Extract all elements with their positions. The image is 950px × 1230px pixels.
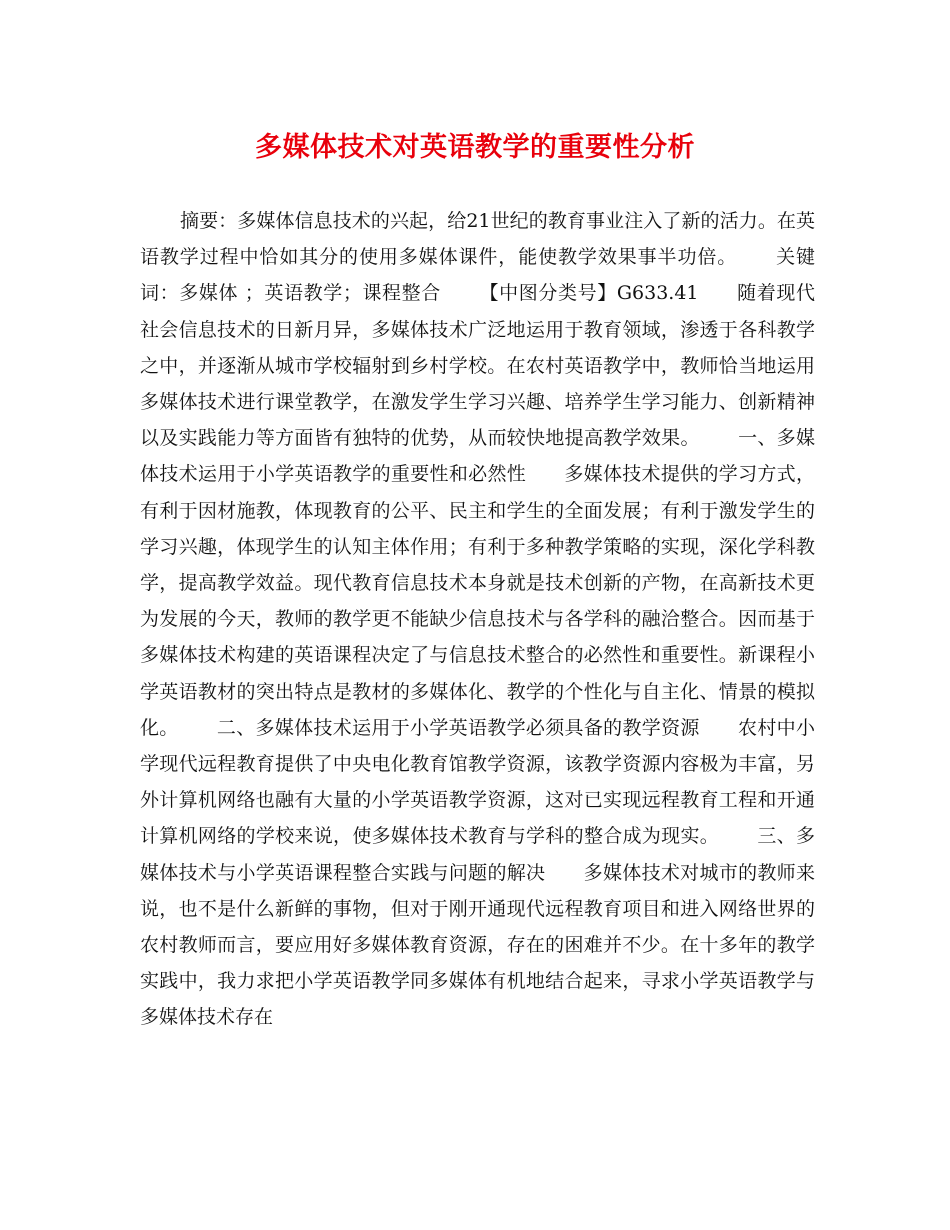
- classification-number: 【中图分类号】G633.41: [478, 282, 699, 305]
- document-title: 多媒体技术对英语教学的重要性分析: [255, 132, 695, 163]
- document-body: [140, 203, 815, 1036]
- section-paragraph-3: 多媒体技术对城市的教师来说，也不是什么新鲜的事物，但对于刚开通现代远程教育项目和进入网络世界的农村教师而言，要应用好多媒体教育资源，存在的困难并不少。在十多年的教学实践中，我力求把小学英语教学同多媒体有机地结合起来，寻求小学英语教学与多媒体技术存在: [140, 861, 815, 1029]
- section-heading-1: 一、多媒体技术运用于小学英语教学的重要性和必然性: [140, 427, 815, 486]
- section-paragraph-2: 农村中小学现代远程教育提供了中央电化教育馆教学资源，该教学资源内容极为丰富，另外计算机网络也融有大量的小学英语教学资源，这对已实现远程教育工程和开通计算机网络的学校来说，使多媒体技术教育与学科的整合成为现实。: [140, 716, 815, 848]
- keywords-text: 关键词：多媒体 ；英语教学；课程整合: [140, 246, 815, 305]
- section-paragraph-1: 多媒体技术提供的学习方式，有利于因材施教，体现教育的公平、民主和学生的全面发展；有利于激发学生的学习兴趣，体现学生的认知主体作用；有利于多种教学策略的实现，深化学科教学，提高教学效益。现代教育信息技术本身就是技术创新的产物，在高新技术更为发展的今天，教师的教学更不能缺少信息技术与各学科的融洽整合。因而基于多媒体技术构建的英语课程决定了与信息技术整合的必然性和重要性。新课程小学英语教材的突出特点是教材的多媒体化、教学的个性化与自主化、情景的模拟化。: [140, 463, 815, 739]
- section-heading-2: 二、多媒体技术运用于小学英语教学必须具备的教学资源: [216, 716, 700, 739]
- intro-paragraph: 随着现代社会信息技术的日新月异，多媒体技术广泛地运用于教育领域，渗透于各科教学之中，并逐渐从城市学校辐射到乡村学校。在农村英语教学中，教师恰当地运用多媒体技术进行课堂教学，在激发学生学习兴趣、培养学生学习能力、创新精神以及实践能力等方面皆有独特的优势，从而较快地提高教学效果。: [140, 282, 815, 450]
- abstract-text: 摘要：多媒体信息技术的兴起，给21世纪的教育事业注入了新的活力。在英语教学过程中恰如其分的使用多媒体课件，能使教学效果事半功倍。: [140, 210, 815, 269]
- section-heading-3: 三、多媒体技术与小学英语课程整合实践与问题的解决: [140, 825, 815, 884]
